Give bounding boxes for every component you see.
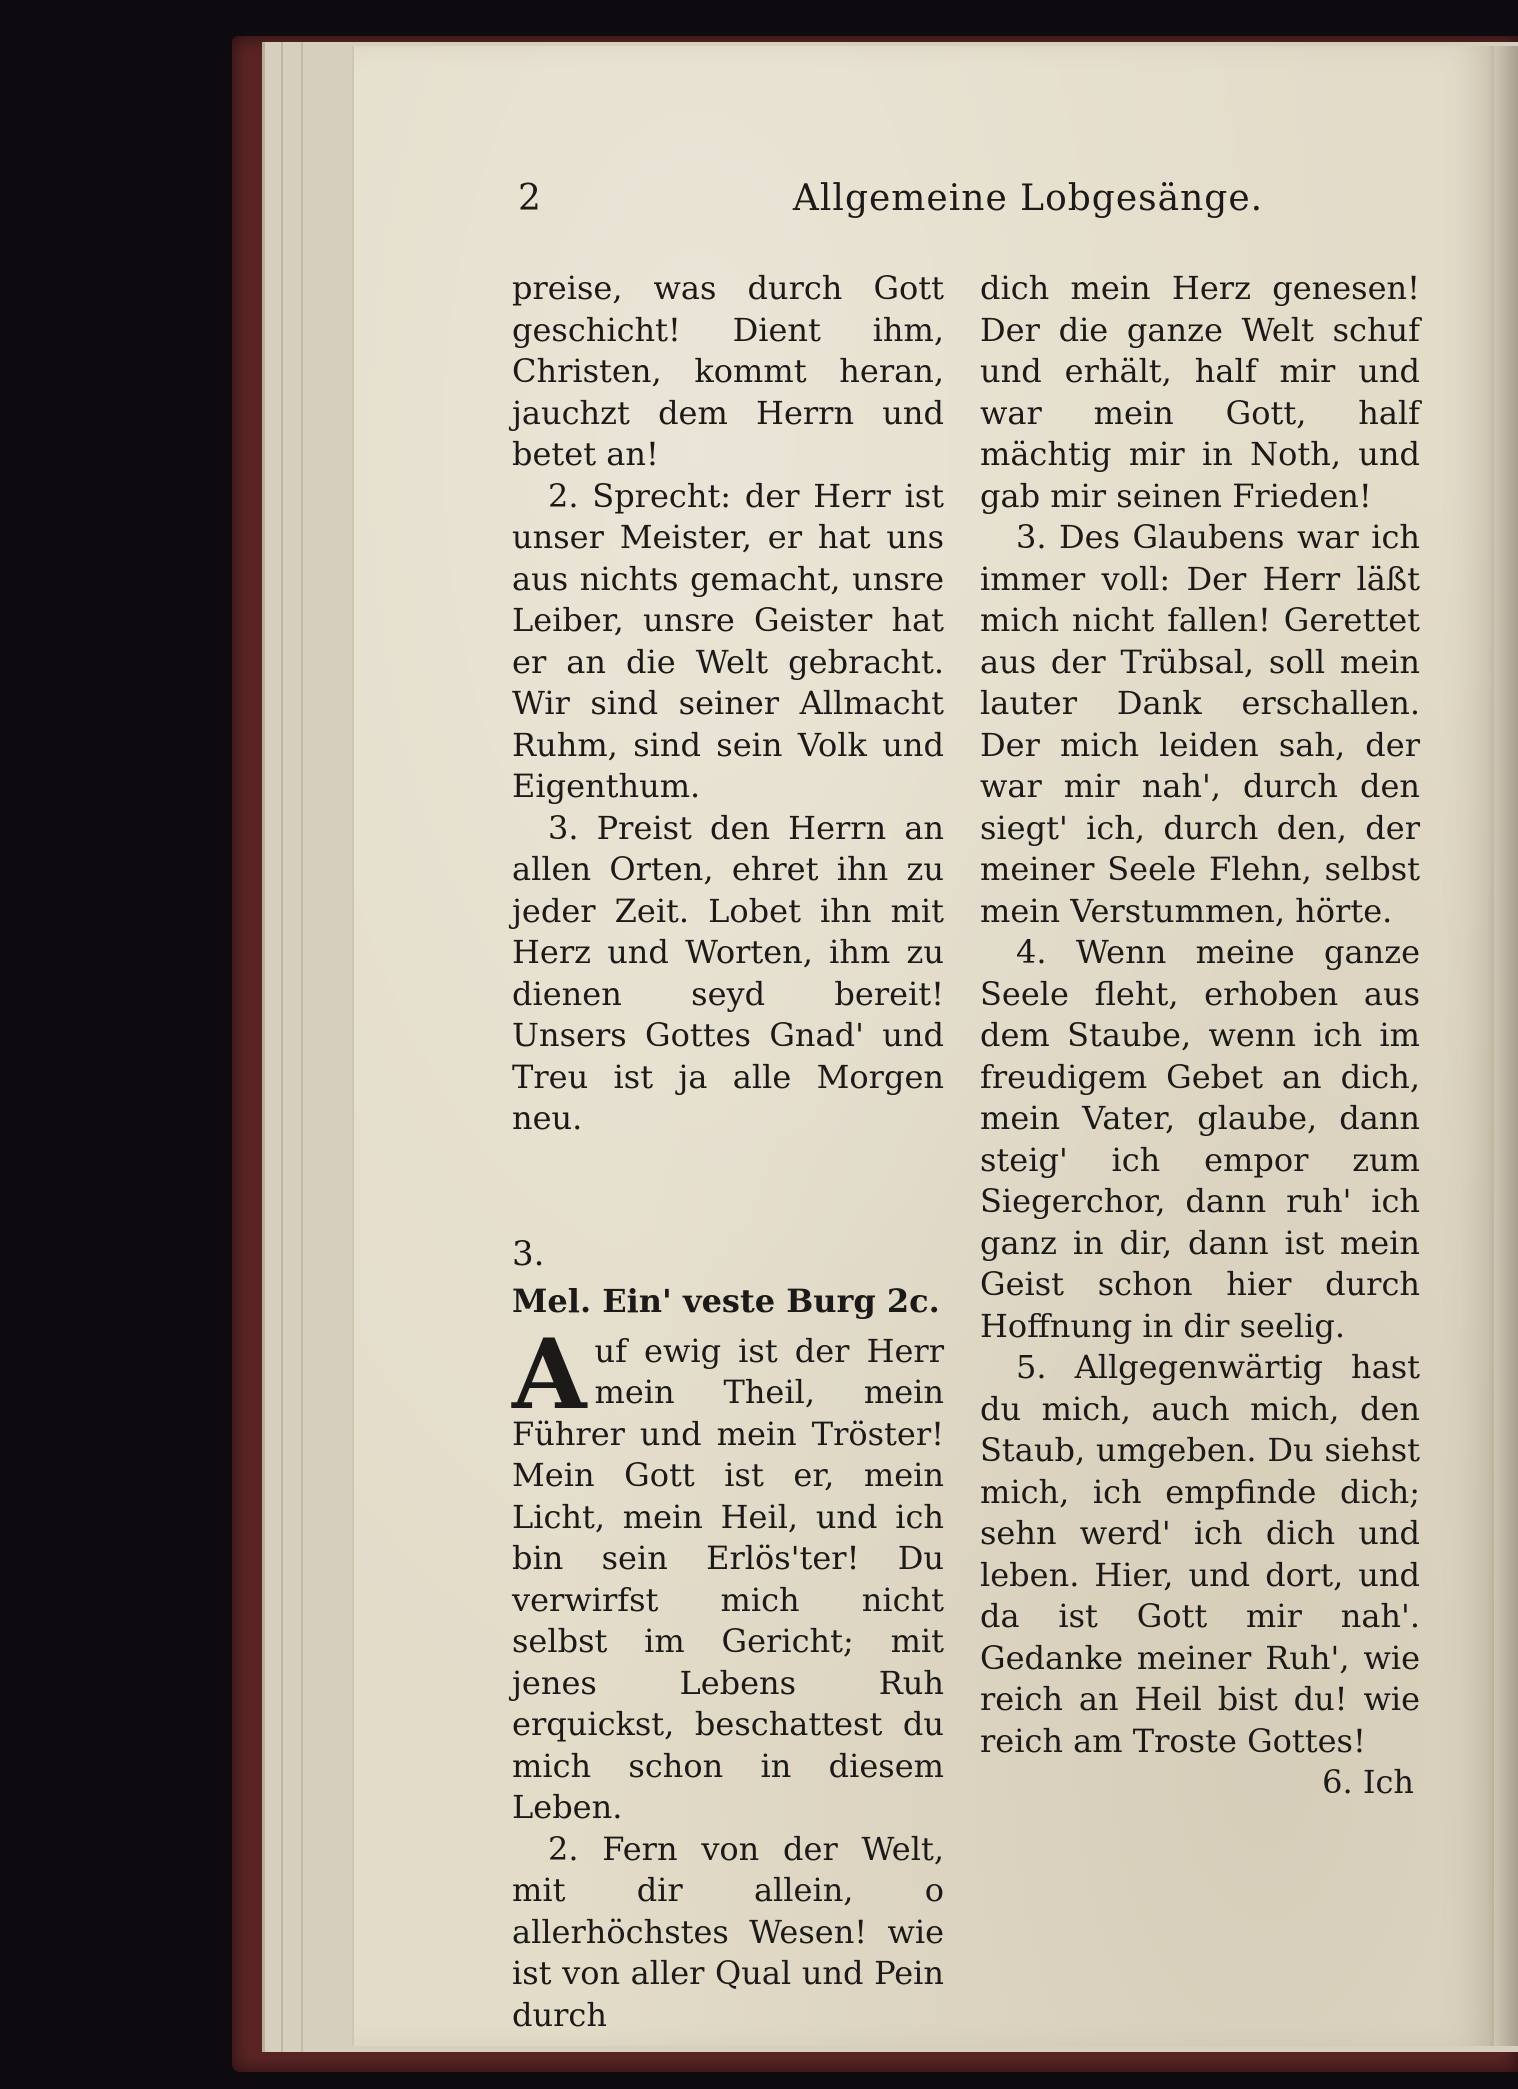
melody-line: Mel. Ein' veste Burg 2c. [512, 1282, 940, 1320]
right-paragraph-3: 4. Wenn meine ganze Seele fleht, erhoben aus dem Staube, wenn ich im freudigem Gebet an dich, mein Vater, glaube, dann steig' ich empor zum Siegerchor, dann ruh' ich ganz in dir, dann ist mein Geist schon hier durch Hoffnung in dir seelig. [980, 933, 1420, 1345]
running-head: Allgemeine Lobgesänge. [792, 178, 1264, 219]
left-paragraph-2: 2. Sprecht: der Herr ist unser Meister, er hat uns aus nichts gemacht, unsre Leiber, unsre Geister hat er an die Welt gebracht. Wir sind seiner Allmacht Ruhm, sind sein Volk und Eigenthum. [512, 476, 944, 805]
hymn-verse-1 [512, 1317, 944, 1829]
page-header [518, 178, 1428, 238]
left-paragraph-1: preise, was durch Gott geschicht! Dient ihm, Christen, kommt heran, jauchzt dem Herrn und betet an! [512, 269, 944, 473]
book-gutter [1488, 46, 1518, 2046]
right-paragraph-4: 5. Allgegenwärtig hast du mich, auch mich, den Staub, umgeben. Du siehst mich, ich empfinde dich; sehn werd' ich dich und leben. Hier, und dort, und da ist Gott mir nah'. Gedanke meiner Ruh', wie reich an Heil bist du! wie reich am Troste Gottes! [980, 1348, 1420, 1760]
drop-cap: A [512, 1317, 587, 1431]
left-paragraph-5: 2. Fern von der Welt, mit dir allein, o allerhöchstes Wesen! wie ist von aller Qual und Pein durch [512, 1829, 944, 2034]
catchword: 6. Ich [1322, 1763, 1414, 1801]
left-paragraph-3: 3. Preist den Herrn an allen Orten, ehret ihn zu jeder Zeit. Lobet ihn mit Herz und Worten, ihm zu dienen seyd bereit! Unsers Gottes Gnad' und Treu ist ja alle Morgen neu. [512, 808, 944, 1137]
hymn-number: 3. [512, 1233, 545, 1274]
left-column [512, 268, 944, 2036]
right-column [980, 268, 1420, 1804]
right-paragraph-2: 3. Des Glaubens war ich immer voll: Der Herr läßt mich nicht fallen! Gerettet aus der Trübsal, soll mein lauter Dank erschallen. Der mich leiden sah, der war mir nah', durch den siegt' ich, durch den, der meiner Seele Flehn, selbst mein Verstummen, hörte. [980, 518, 1420, 930]
page-number: 2 [518, 178, 541, 219]
hymn-verse-1-text: uf ewig ist der Herr mein Theil, mein Führer und mein Tröster! Mein Gott ist er, mein Licht, mein Heil, und ich bin sein Erlös'ter! Du verwirfst mich nicht selbst im Gericht; mit jenes Lebens Ruh erquickst, beschattest du mich schon in diesem Leben. [512, 1331, 944, 1826]
right-paragraph-1: dich mein Herz genesen! Der die ganze Welt schuf und erhält, half mir und war mein Gott, half mächtig mir in Noth, und gab mir seinen Frieden! [980, 269, 1420, 515]
